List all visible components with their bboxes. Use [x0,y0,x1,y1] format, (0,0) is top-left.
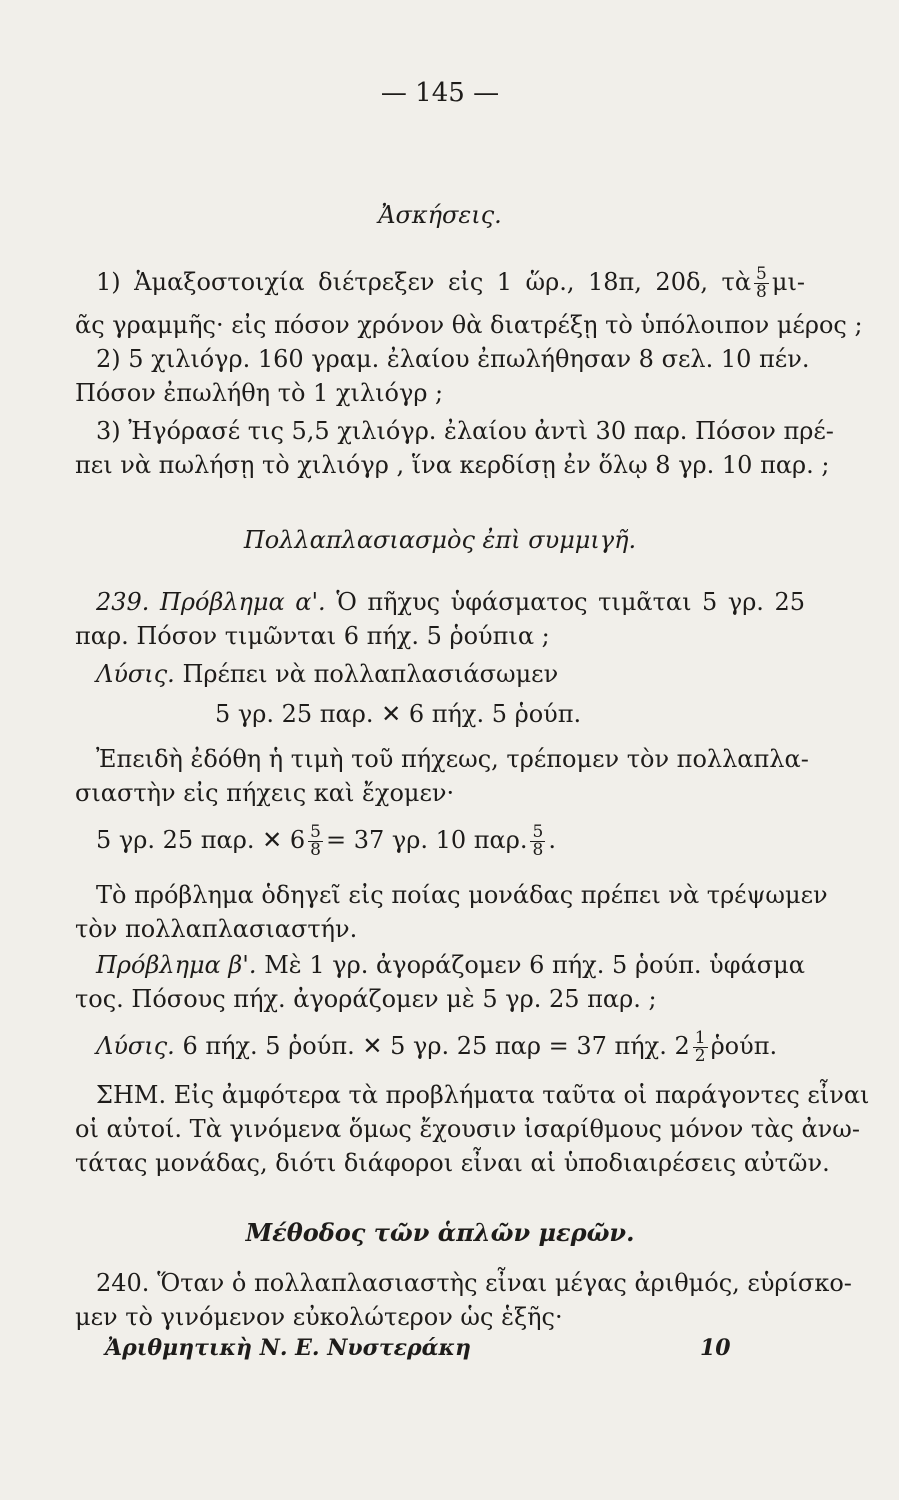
section-heading-multiplication: Πολλαπλασιασμὸς ἐπὶ συμμιγῆ. [243,526,637,554]
problem-b-label: Πρόβλημα β'. [96,951,257,979]
exercises-heading: Ἀσκήσεις. [378,201,502,229]
paragraph-239-line-9: τὸν πολλαπλασιαστήν. [75,915,358,943]
exercise-2-line-2: Πόσον ἐπωλήθη τὸ 1 χιλιόγρ ; [75,379,444,407]
paragraph-240-line-1: 240. Ὅταν ὁ πολλαπλασιαστὴς εἶναι μέγας ἀριθμός, εὑρίσκο- [96,1269,852,1297]
solution-a-line [96,659,805,689]
solution-b-line: Λύσις. 6 πήχ. 5 ῥούπ. ✕ 5 γρ. 25 παρ = 37 πήχ. 2 $\frac{1}{2}$ ῥούπ. [96,1028,778,1066]
note-line-1: ΣΗΜ. Εἰς ἀμφότερα τὰ προβλήματα ταῦτα οἱ παράγοντες εἶναι [96,1081,870,1109]
fraction: $\frac{5}{8}$ [310,822,321,860]
fraction: $\frac{5}{8}$ [756,264,767,302]
footer-sheet-number: 10 [700,1335,731,1361]
problem-a-text: Ὁ πῆχυς ὑφάσματος τιμᾶται 5 γρ. 25 [336,588,806,616]
formula-2: 5 γρ. 25 παρ. ✕ 6 $\frac{5}{8}$ = 37 γρ. 10 παρ. $\frac{5}{8}$ . [96,822,556,860]
exercise-3-line-2: πει νὰ πωλήσῃ τὸ χιλιόγρ , ἵνα κερδίσῃ ἐν ὅλῳ 8 γρ. 10 παρ. ; [75,451,830,479]
solution-text: Πρέπει νὰ πολλαπλασιάσωμεν [182,660,559,688]
exercise-1-text-end: μι- [771,268,805,296]
solution-label: Λύσις. [96,1032,175,1060]
exercise-2-line-1: 2) 5 χιλιόγρ. 160 γραμ. ἐλαίου ἐπωλήθησαν 8 σελ. 10 πέν. [96,345,810,373]
exercise-1-line-2: ᾶς γραμμῆς· εἰς πόσον χρόνον θὰ διατρέξῃ τὸ ὑπόλοιπον μέρος ; [75,311,863,339]
problem-b-line-2: τος. Πόσους πήχ. ἀγοράζομεν μὲ 5 γρ. 25 παρ. ; [75,985,657,1013]
paragraph-239-line-8: Τὸ πρόβλημα ὁδηγεῖ εἰς ποίας μονάδας πρέπει νὰ τρέψωμεν [96,881,828,909]
note-line-3: τάτας μονάδας, διότι διάφοροι εἶναι αἱ ὑποδιαιρέσεις αὐτῶν. [75,1149,830,1177]
note-line-2: οἱ αὐτοί. Τὰ γινόμενα ὅμως ἔχουσιν ἰσαρίθμους μόνον τὰς ἀνω- [75,1115,860,1143]
paragraph-239-line-2: παρ. Πόσον τιμῶνται 6 πήχ. 5 ῥούπια ; [75,622,550,650]
page-number: — 145 — [380,78,500,108]
paragraph-239-line-1 [96,587,805,617]
problem-b-line-1 [96,950,805,980]
paragraph-239-line-5: Ἐπειδὴ ἐδόθη ἡ τιμὴ τοῦ πήχεως, τρέπομεν τὸν πολλαπλα- [96,745,809,773]
formula-1: 5 γρ. 25 παρ. ✕ 6 πήχ. 5 ῥούπ. [215,700,582,728]
exercise-1-text: 1) Ἁμαξοστοιχία διέτρεξεν εἰς 1 ὥρ., 18π, 20δ, τὰ [96,268,752,296]
solution-label: Λύσις. [96,660,175,688]
problem-b-text: Μὲ 1 γρ. ἀγοράζομεν 6 πήχ. 5 ῥούπ. ὑφάσμα [264,951,805,979]
fraction: $\frac{1}{2}$ [694,1028,706,1066]
exercise-1-line-1 [96,266,805,301]
footer-signature: Ἀριθμητικὴ Ν. Ε. Νυστεράκη [105,1335,472,1361]
paragraph-240-line-2: μεν τὸ γινόμενον εὐκολώτερον ὡς ἑξῆς· [75,1303,563,1331]
fraction: $\frac{5}{8}$ [532,822,544,860]
problem-a-label: 239. Πρόβλημα α'. [96,588,326,616]
section-heading-simple-parts: Μέθοδος τῶν ἁπλῶν μερῶν. [245,1218,635,1247]
paragraph-239-line-6: σιαστὴν εἰς πήχεις καὶ ἔχομεν· [75,779,455,807]
exercise-3-line-1: 3) Ἠγόρασέ τις 5,5 χιλιόγρ. ἐλαίου ἀντὶ 30 παρ. Πόσον πρέ- [96,417,834,445]
